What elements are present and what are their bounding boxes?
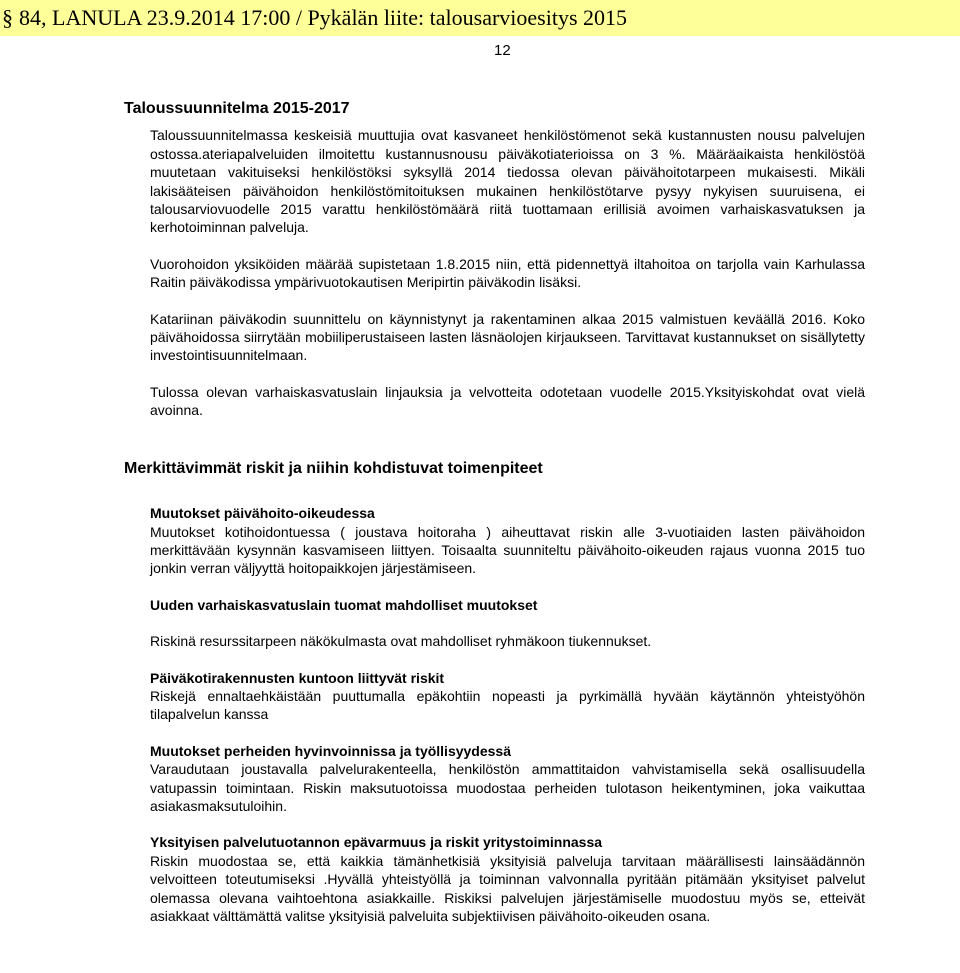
risk-text: Muutokset kotihoidontuessa ( joustava hoitoraha ) aiheuttavat riskin alle 3-vuotiaiden lasten päivähoidon merkittävään kysynnän kasvamiseen liittyen. Toisaalta suunniteltu päivähoito-oikeuden rajaus vuonna 2015 tuo jonkin verran väljyyttä hoitopaikkojen järjestämiseen.: [150, 523, 865, 577]
paragraph: Katariinan päiväkodin suunnittelu on käynnistynyt ja rakentaminen alkaa 2015 valmistuen keväällä 2016. Koko päivähoidossa siirrytään mobiiliperustaiseen lasten läsnäolojen kirjaukseen. Tarvittavat kustannukset on sisällytetty investointisuunnitelmaan.: [150, 310, 865, 364]
risk-heading: Uuden varhaiskasvatuslain tuomat mahdolliset muutokset: [150, 596, 538, 613]
page-title: Taloussuunnitelma 2015-2017: [124, 100, 350, 117]
risk-text: Riskinä resurssitarpeen näkökulmasta ovat mahdolliset ryhmäkoon tiukennukset.: [150, 633, 652, 650]
risk-text: Riskin muodostaa se, että kaikkia tämänhetkisiä yksityisiä palveluja tarvitaan määrällisesti lainsäädännön velvoitteen toteutumiseksi .Hyvällä yhteistyöllä ja toiminnan valvonnalla pyritään pitämään yksityiset palvelut olemassa olevana vaihtoehtona asiakkaille. Riskiksi palvelujen järjestämiselle muodostuu myös se, etteivät asiakkaat välttämättä valitse yksityisiä palveluita subjektiivisen päivähoito-oikeuden osana.: [150, 852, 865, 924]
banner-text: 84, LANULA 23.9.2014 17:00 / Pykälän liite: talousarvioesitys 2015: [19, 5, 628, 30]
page-number: 12: [494, 42, 511, 59]
risk-heading: Muutokset perheiden hyvinvoinnissa ja työllisyydessä: [150, 742, 512, 759]
document-body: [124, 100, 865, 943]
risk-section: [150, 742, 865, 816]
section-symbol: §: [2, 5, 13, 30]
paragraph: Vuorohoidon yksiköiden määrää supistetaan 1.8.2015 niin, että pidennettyä iltahoitoa on tarjolla vain Karhulassa Raitin päiväkodissa ympärivuotokautisen Meripirtin päiväkodin lisäksi.: [150, 255, 865, 291]
document-banner: [0, 0, 960, 36]
paragraph: Taloussuunnitelmassa keskeisiä muuttujia ovat kasvaneet henkilöstömenot sekä kustannusten nousu palvelujen ostossa.ateriapalveluiden ilmoitettu kustannusnousu päiväkotiaterioissa on 3 %. Määräaikaista henkilöstöä muutetaan vakituiseksi henkilöstöksi syksyllä 2014 tiedossa olevan päivähoitotarpeen mukaisesti. Mikäli lakisääteisen päivähoidon henkilöstömitoituksen mukainen henkilöstötarve pysyy nykyisen suuruisena, ei talousarviovuodelle 2015 varattu henkilöstömäärä riitä tuottamaan erillisiä avoimen varhaiskasvatuksen ja kerhotoiminnan palveluja.: [150, 127, 865, 236]
risks-heading: Merkittävimmät riskit ja niihin kohdistuvat toimenpiteet: [124, 459, 543, 477]
risk-section: [150, 669, 865, 724]
paragraph: Tulossa olevan varhaiskasvatuslain linjauksia ja velvotteita odotetaan vuodelle 2015.Yksityiskohdat ovat vielä avoinna.: [150, 383, 865, 419]
risk-heading: Yksityisen palvelutuotannon epävarmuus ja riskit yritystoiminnassa: [150, 834, 603, 851]
risk-section: [150, 596, 865, 651]
risk-heading: Päiväkotirakennusten kuntoon liittyvät riskit: [150, 669, 445, 686]
risk-text: Riskejä ennaltaehkäistään puuttumalla epäkohtiin nopeasti ja pyrkimällä hyvään käytännön yhteistyöhön tilapalvelun kanssa: [150, 687, 865, 723]
risk-text: Varaudutaan joustavalla palvelurakenteella, henkilöstön ammattitaidon vahvistamisella sekä osallisuudella vatupassin toimintaan. Riskin maksutuotoissa muodostaa perheiden tulotason heikentyminen, joka vaikuttaa asiakasmaksutuloihin.: [150, 761, 865, 814]
risk-section: [150, 833, 865, 925]
risk-section: [150, 504, 865, 578]
risk-heading: Muutokset päivähoito-oikeudessa: [150, 505, 375, 522]
